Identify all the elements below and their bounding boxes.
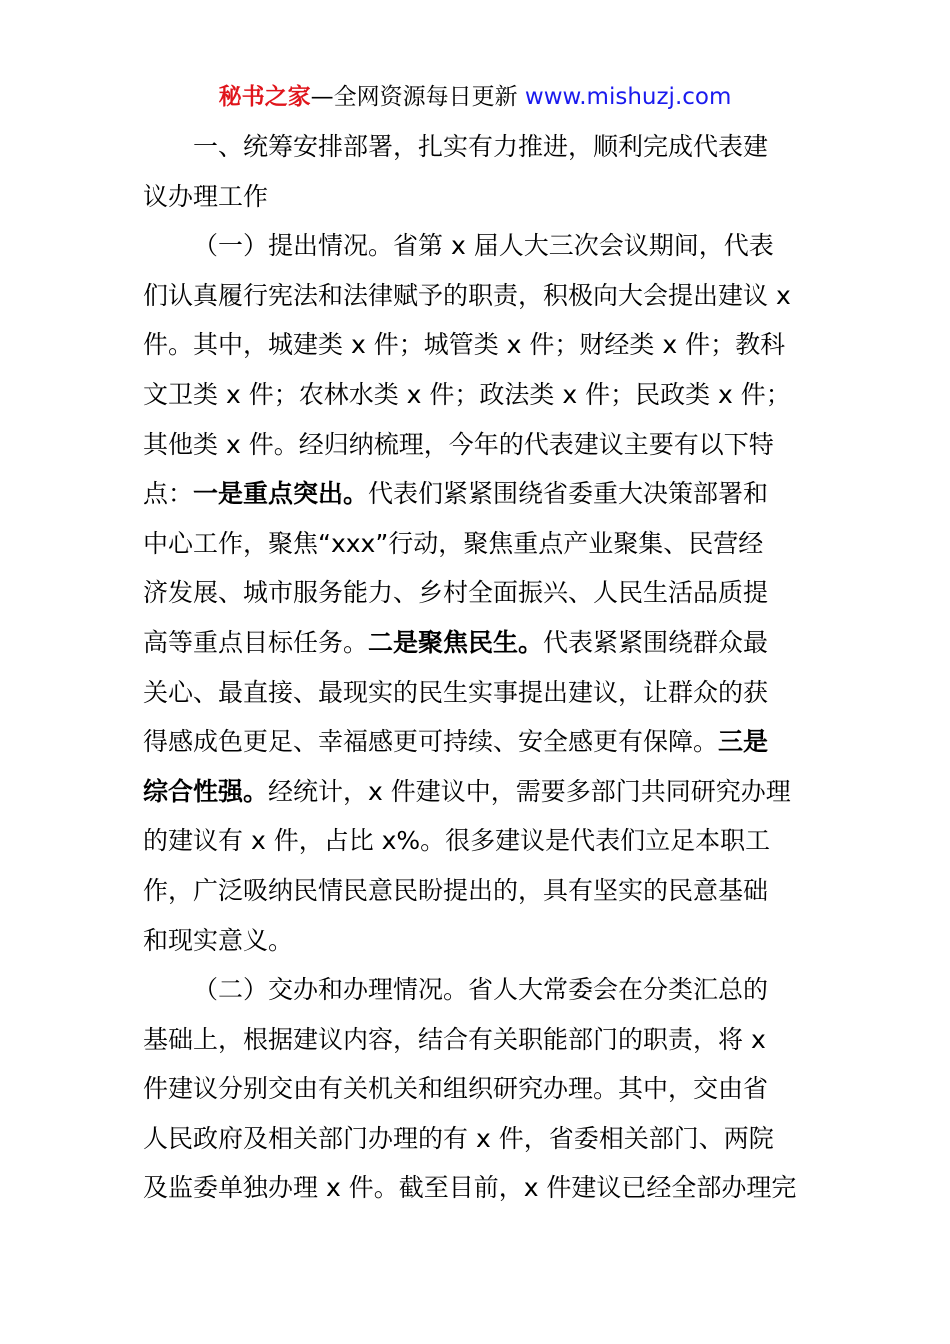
plain-text: 经统计，x 件建议中，需要多部门共同研究办理 — [268, 776, 791, 806]
paragraph-1-line: 济发展、城市服务能力、乡村全面振兴、人民生活品质提 — [143, 578, 769, 608]
paragraph-1-line — [143, 767, 807, 817]
paragraph-1-line — [143, 618, 807, 668]
paragraph-1-line: 们认真履行宪法和法律赋予的职责，积极向大会提出建议 x — [143, 280, 791, 310]
plain-text: 高等重点目标任务。 — [143, 627, 369, 657]
section-heading-line-2: 议办理工作 — [143, 181, 269, 211]
site-url-link[interactable]: www.mishuzj.com — [524, 84, 732, 110]
header-tagline: —全网资源每日更新 — [310, 84, 525, 110]
bold-point-3-start: 三是 — [718, 727, 769, 757]
bold-point-1: 一是重点突出。 — [193, 479, 369, 509]
site-header — [0, 82, 950, 112]
paragraph-2-line: 基础上，根据建议内容，结合有关职能部门的职责，将 x — [143, 1024, 766, 1054]
paragraph-1-line: 件。其中，城建类 x 件；城管类 x 件；财经类 x 件；教科 — [143, 330, 786, 360]
paragraph-1-line — [143, 717, 807, 767]
section-heading-line-1: 一、统筹安排部署，扎实有力推进，顺利完成代表建 — [193, 132, 769, 161]
document-body — [143, 122, 807, 1213]
paragraph-1-line: 中心工作，聚焦“xxx”行动，聚焦重点产业聚集、民营经 — [143, 528, 764, 558]
paragraph-1-line: 的建议有 x 件，占比 x%。很多建议是代表们立足本职工 — [143, 826, 771, 856]
plain-text: 代表们紧紧围绕省委重大决策部署和 — [368, 479, 769, 509]
paragraph-2-line: 件建议分别交由有关机关和组织研究办理。其中，交由省 — [143, 1074, 769, 1104]
bold-point-2: 二是聚焦民生。 — [368, 627, 544, 657]
paragraph-1-line: 文卫类 x 件；农林水类 x 件；政法类 x 件；民政类 x 件； — [143, 379, 791, 409]
paragraph-1-line: 和现实意义。 — [143, 925, 294, 955]
brand-name: 秘书之家 — [218, 84, 311, 110]
paragraph-1-line: 作，广泛吸纳民情民意民盼提出的，具有坚实的民意基础 — [143, 875, 769, 905]
paragraph-2-line: （二）交办和办理情况。省人大常委会在分类汇总的 — [193, 975, 769, 1005]
plain-text: 点： — [143, 479, 194, 509]
paragraph-1-line — [143, 469, 807, 519]
paragraph-1-line: （一）提出情况。省第 x 届人大三次会议期间，代表 — [193, 231, 774, 261]
plain-text: 得感成色更足、幸福感更可持续、安全感更有保障。 — [143, 727, 719, 757]
paragraph-1-line: 关心、最直接、最现实的民生实事提出建议，让群众的获 — [143, 677, 769, 707]
paragraph-2-line: 及监委单独办理 x 件。截至目前，x 件建议已经全部办理完 — [143, 1173, 797, 1203]
paragraph-2-line: 人民政府及相关部门办理的有 x 件，省委相关部门、两院 — [143, 1123, 774, 1153]
plain-text: 代表紧紧围绕群众最 — [543, 627, 769, 657]
paragraph-1-line: 其他类 x 件。经归纳梳理，今年的代表建议主要有以下特 — [143, 429, 774, 459]
bold-point-3-end: 综合性强。 — [143, 776, 269, 806]
